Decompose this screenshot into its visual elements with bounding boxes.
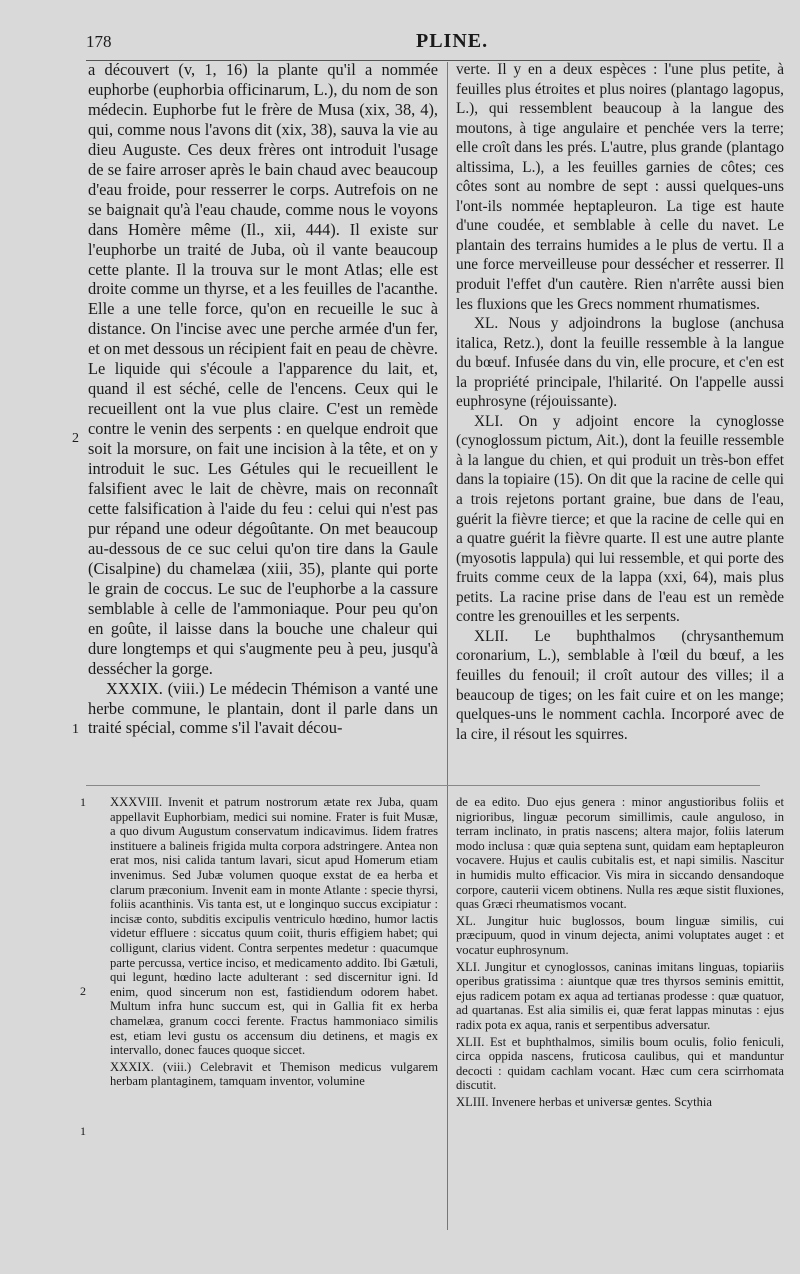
margin-number: 2: [80, 984, 86, 998]
running-title: PLINE.: [416, 30, 489, 52]
column-divider: [447, 62, 448, 1230]
latin-paragraph-38: XXXVIII. Invenit et patrum nostrorum ætate rex Juba, quam appellavit Euphorbiam, medici sui nomine. Frater is fuit Musæ, a quo divum Augustum conservatum indicavimus. Iidem fratres instituere a balineis frigida multa corpora adstringere. Antea non erat mos, nisi calida tantum lavari, sicut apud Homerum etiam invenimus. Sed Jubæ volumen quoque exstat de ea herba et clarum præconium. Invenit eam in monte Atlante : specie thyrsi, foliis acanthinis. Vis tanta est, ut e longinquo succus excipiatur : incisæ conto, subditis excipulis ventriculo hœdino, humor lactis videtur effluere : siccatus quum coiit, thuris effigiem habet; qui colligunt, clarius vident. Contra serpentes medetur : quacumque parte percussa, vertice inciso, et medicamento addito. Ibi Gætuli, qui legunt, hœdino lacte adulterant : sed discernitur igni. Id enim, quod sincerum non est, fastidiendum odorem habet. Multum infra hunc succum est, qui in Gallia fit ex herba chamelæa, granum cocci ferente. Fractus hammoniaco similis est, etiam levi gustu os accensum diu detinens, et magis ex intervallo, donec fauces quoque siccet.: [110, 795, 438, 1058]
latin-paragraph-42: XLII. Est et buphthalmos, similis boum oculis, folio feniculi, circa oppida nascens, fruticosa caulibus, qui et manduntur decocti : quidam cachlam vocant. Hæc cum cera scirrhomata discutit.: [456, 1034, 784, 1093]
paragraph-chapter-40: XL. Nous y adjoindrons la buglose (anchusa italica, Retz.), dont la feuille ressemble à la langue du bœuf. Infusée dans du vin, elle procure, et c'en est la propriété principale, l'hilarité. On l'appelle aussi euphrosyne (réjouissante).: [456, 315, 784, 411]
latin-paragraph-39: XXXIX. (viii.) Celebravit et Themison medicus vulgarem herbam plantaginem, tamquam inventor, volumine: [110, 1059, 438, 1089]
paragraph-euphorbe: a découvert (v, 1, 16) la plante qu'il a nommée euphorbe (euphorbia officinarum, L.), du nom de son médecin. Euphorbe fut le frère de Musa (xix, 38, 4), qui, comme nous l'avons dit (xix, 38), sauva la vie au dieu Auguste. Ces deux frères ont introduit l'usage de se faire arroser après le bain chaud avec beaucoup d'eau froide, pour resserrer le corps. Autrefois on ne se baignait qu'à l'eau chaude, comme nous le voyons dans Homère même (Il., xii, 444). Il existe sur l'euphorbe un traité de Juba, où il vante beaucoup cette plante. Il la trouva sur le mont Atlas; elle est droite comme un thyrse, et a les feuilles de l'acanthe. Elle a une telle force, qu'on en recueille le suc à distance. On l'incise avec une perche armée d'un fer, et on met dessous un récipient fait en peau de chèvre. Le liquide qui s'écoule a l'apparence du lait, et, quand il est séché, celle de l'encens. Ceux qui le recueillent ont la vue plus claire. C'est un remède contre le venin des serpents : en quelque endroit que soit la morsure, on fait une incision à la tête, et on y introduit le suc. Les Gétules qui le recueillent le falsifient avec le lait de chèvre, mais on reconnaît cette falsification à l'aide du feu : celui qui n'est pas pur répand une odeur dégoûtante. On met beaucoup au-dessous de ce suc celui qu'on tire dans la Gaule (Cisalpine) du chamelæa (xiii, 35), plante qui porte le grain de coccus. Le suc de l'euphorbe a la cassure semblable à celle de l'ammoniaque. Pour peu qu'on en goûte, il laisse dans la bouche une chaleur qui dure longtemps et qui s'augmente peu à peu, jusqu'à dessécher la gorge.: [88, 60, 438, 678]
footnote-separator: [86, 785, 760, 786]
main-text-right-column: [456, 60, 784, 782]
latin-paragraph-41: XLI. Jungitur et cynoglossos, caninas imitans linguas, topiariis operibus gratissima : aiuntque quæ tres thyrsos seminis emittit, ejus radicem potam ex aqua ad tertianas prodesse : quæ quatuor, ad quartanas. Est alia similis ei, quæ ferat lappas minutas : ejus radix pota ex aqua, ranis et serpentibus adversatur.: [456, 959, 784, 1032]
latin-text-left-column: [110, 795, 438, 1265]
paragraph-chapter-42: XLII. Le buphthalmos (chrysanthemum coronarium, L.), semblable à l'œil du bœuf, a les feuilles du fenouil; il croît autour des villes; il a beaucoup de tiges; on les fait cuire et on les mange; quelques-uns le nomment cachla. Incorporé avec de la cire, il résout les squirres.: [456, 627, 784, 743]
latin-paragraph-43: XLIII. Invenere herbas et universæ gentes. Scythia: [456, 1094, 712, 1109]
margin-number: 1: [80, 1124, 86, 1138]
page-number: 178: [86, 32, 112, 51]
paragraph-plantain: verte. Il y en a deux espèces : l'une plus petite, à feuilles plus étroites et plus noires (plantago lagopus, L.), qui ressemblent beaucoup à la langue des moutons, à tige angulaire et penchée vers la terre; elle croît dans les prés. L'autre, plus grande (plantago altissima, L.), a les feuilles garnies de côtes; ces côtes sont au nombre de sept : aussi quelques-uns l'ont-ils nommée heptapleuron. La tige est haute d'une coudée, et semblable à celle du navet. Le plantain des terrains humides a le plus de vertu. Il a une force merveilleuse pour dessécher et resserrer. Il produit l'effet d'un cautère. Rien n'arrête aussi bien les fluxions que les Grecs nomment rhumatismes.: [456, 61, 784, 313]
margin-number: 1: [72, 722, 79, 737]
latin-paragraph-40: XL. Jungitur huic buglossos, boum linguæ similis, cui præcipuum, quod in vinum dejecta, animi voluptates auget : et vocatur euphrosynum.: [456, 913, 784, 957]
margin-number: 1: [80, 795, 86, 809]
paragraph-chapter-41: XLI. On y adjoint encore la cynoglosse (cynoglossum pictum, Ait.), dont la feuille ressemble à la langue du chien, et qui produit un très-bon effet dans la topiaire (15). On dit que la racine de celle qui a trois rejetons portant graine, bue dans de l'eau, guérit la fièvre tierce; et que la racine de celle qui en a quatre guérit la fièvre quarte. Il est une autre plante (myosotis lappula) qui lui ressemble, et qui porte des fruits comme ceux de la lappa (xxi, 64), mais plus petits. La racine prise dans de l'eau est un remède contre les grenouilles et les serpents.: [456, 412, 784, 626]
margin-number: 2: [72, 431, 79, 446]
page-header: [86, 28, 760, 56]
latin-text-right-column: [456, 795, 784, 1265]
main-text-left-column: [88, 60, 438, 782]
paragraph-chapter-39: XXXIX. (viii.) Le médecin Thémison a vanté une herbe commune, le plantain, dont il parle dans un traité spécial, comme s'il l'avait décou-: [88, 678, 438, 738]
latin-paragraph-39-cont: de ea edito. Duo ejus genera : minor angustioribus foliis et nigrioribus, linguæ pecorum simillimis, caule anguloso, in terram inclinato, in pratis nascens; altera major, foliis laterum modo inclusa : quæ quia septena sunt, quidam eam heptapleuron vocavere. Hujus et caulis cubitalis est, et napi similis. Nascitur in humidis multo efficacior. Vis mira in siccando densandoque corpore, cauterii vicem obtinens. Nulla res æque sistit fluxiones, quas Græci rheumatismos vocant.: [456, 795, 784, 912]
